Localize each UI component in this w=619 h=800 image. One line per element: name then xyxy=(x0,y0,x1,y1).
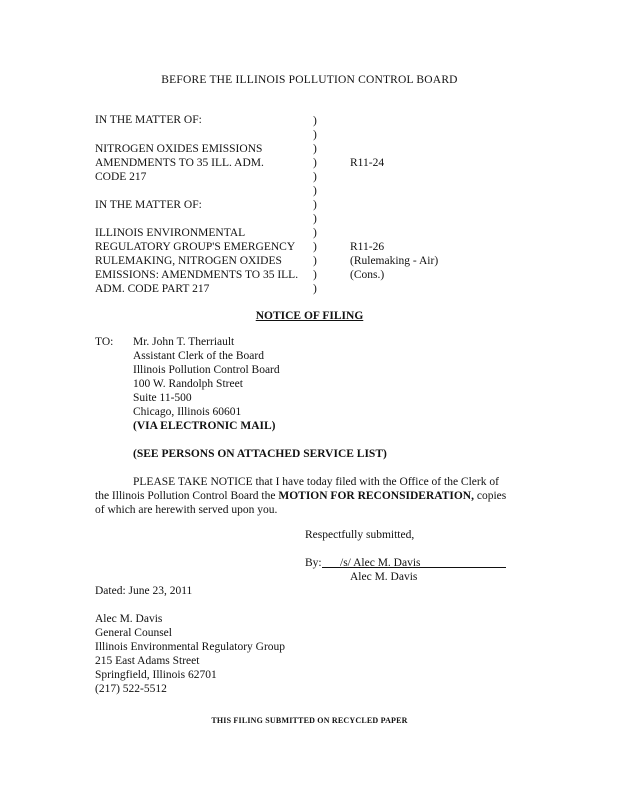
caption-paren: ) xyxy=(313,241,317,253)
caption-line: RULEMAKING, NITROGEN OXIDES xyxy=(95,255,282,267)
contact-line: Springfield, Illinois 62701 xyxy=(95,669,217,681)
recycled-paper-footer: THIS FILING SUBMITTED ON RECYCLED PAPER xyxy=(211,716,408,725)
caption-paren: ) xyxy=(313,171,317,183)
service-list-note: (SEE PERSONS ON ATTACHED SERVICE LIST) xyxy=(133,448,387,460)
caption-paren: ) xyxy=(313,185,317,197)
caption-paren: ) xyxy=(313,255,317,267)
electronic-signature: /s/ Alec M. Davis xyxy=(340,557,421,569)
dated: Dated: June 23, 2011 xyxy=(95,585,193,597)
contact-line: (217) 522-5512 xyxy=(95,683,167,695)
caption-paren: ) xyxy=(313,227,317,239)
body-text: copies xyxy=(473,490,507,502)
addressee-line: Chicago, Illinois 60601 xyxy=(133,406,242,418)
caption-line: IN THE MATTER OF: xyxy=(95,114,202,126)
notice-title: NOTICE OF FILING xyxy=(255,310,364,322)
body-line xyxy=(95,489,506,503)
caption-paren: ) xyxy=(313,199,317,211)
consolidated-note: (Cons.) xyxy=(350,269,385,281)
addressee-line: Illinois Pollution Control Board xyxy=(133,364,280,376)
docket-number-1: R11-24 xyxy=(350,157,385,169)
caption-paren: ) xyxy=(313,115,317,127)
to-label: TO: xyxy=(95,336,114,348)
body-text: the Illinois Pollution Control Board the xyxy=(95,490,279,502)
caption-paren: ) xyxy=(313,143,317,155)
rulemaking-type: (Rulemaking - Air) xyxy=(350,255,439,267)
closing: Respectfully submitted, xyxy=(305,529,415,541)
caption-paren: ) xyxy=(313,269,317,281)
contact-line: General Counsel xyxy=(95,627,172,639)
caption-paren: ) xyxy=(313,129,317,141)
contact-line: Alec M. Davis xyxy=(95,613,163,625)
caption-line: EMISSIONS: AMENDMENTS TO 35 ILL. xyxy=(95,269,299,281)
board-heading: BEFORE THE ILLINOIS POLLUTION CONTROL BOARD xyxy=(161,74,458,86)
caption-line: IN THE MATTER OF: xyxy=(95,199,202,211)
caption-line: NITROGEN OXIDES EMISSIONS xyxy=(95,143,263,155)
caption-line: ADM. CODE PART 217 xyxy=(95,283,210,295)
docket-number-2: R11-26 xyxy=(350,241,385,253)
addressee-line: Mr. John T. Therriault xyxy=(133,336,235,348)
caption-line: CODE 217 xyxy=(95,171,147,183)
contact-line: Illinois Environmental Regulatory Group xyxy=(95,641,286,653)
addressee-line: 100 W. Randolph Street xyxy=(133,378,243,390)
body-line: PLEASE TAKE NOTICE that I have today filed with the Office of the Clerk of xyxy=(133,476,499,488)
caption-line: REGULATORY GROUP'S EMERGENCY xyxy=(95,241,296,253)
contact-line: 215 East Adams Street xyxy=(95,655,200,667)
caption-paren: ) xyxy=(313,213,317,225)
caption-paren: ) xyxy=(313,157,317,169)
by-label: By: xyxy=(305,557,322,569)
addressee-line: Suite 11-500 xyxy=(133,392,192,404)
delivery-method: (VIA ELECTRONIC MAIL) xyxy=(133,420,276,432)
caption-line: ILLINOIS ENVIRONMENTAL xyxy=(95,227,246,239)
body-line: of which are herewith served upon you. xyxy=(95,504,278,516)
motion-title: MOTION FOR RECONSIDERATION, xyxy=(278,490,474,502)
caption-line: AMENDMENTS TO 35 ILL. ADM. xyxy=(95,157,264,169)
signature-line xyxy=(322,567,506,568)
caption-paren: ) xyxy=(313,283,317,295)
signer-name: Alec M. Davis xyxy=(350,571,418,583)
addressee-line: Assistant Clerk of the Board xyxy=(133,350,264,362)
